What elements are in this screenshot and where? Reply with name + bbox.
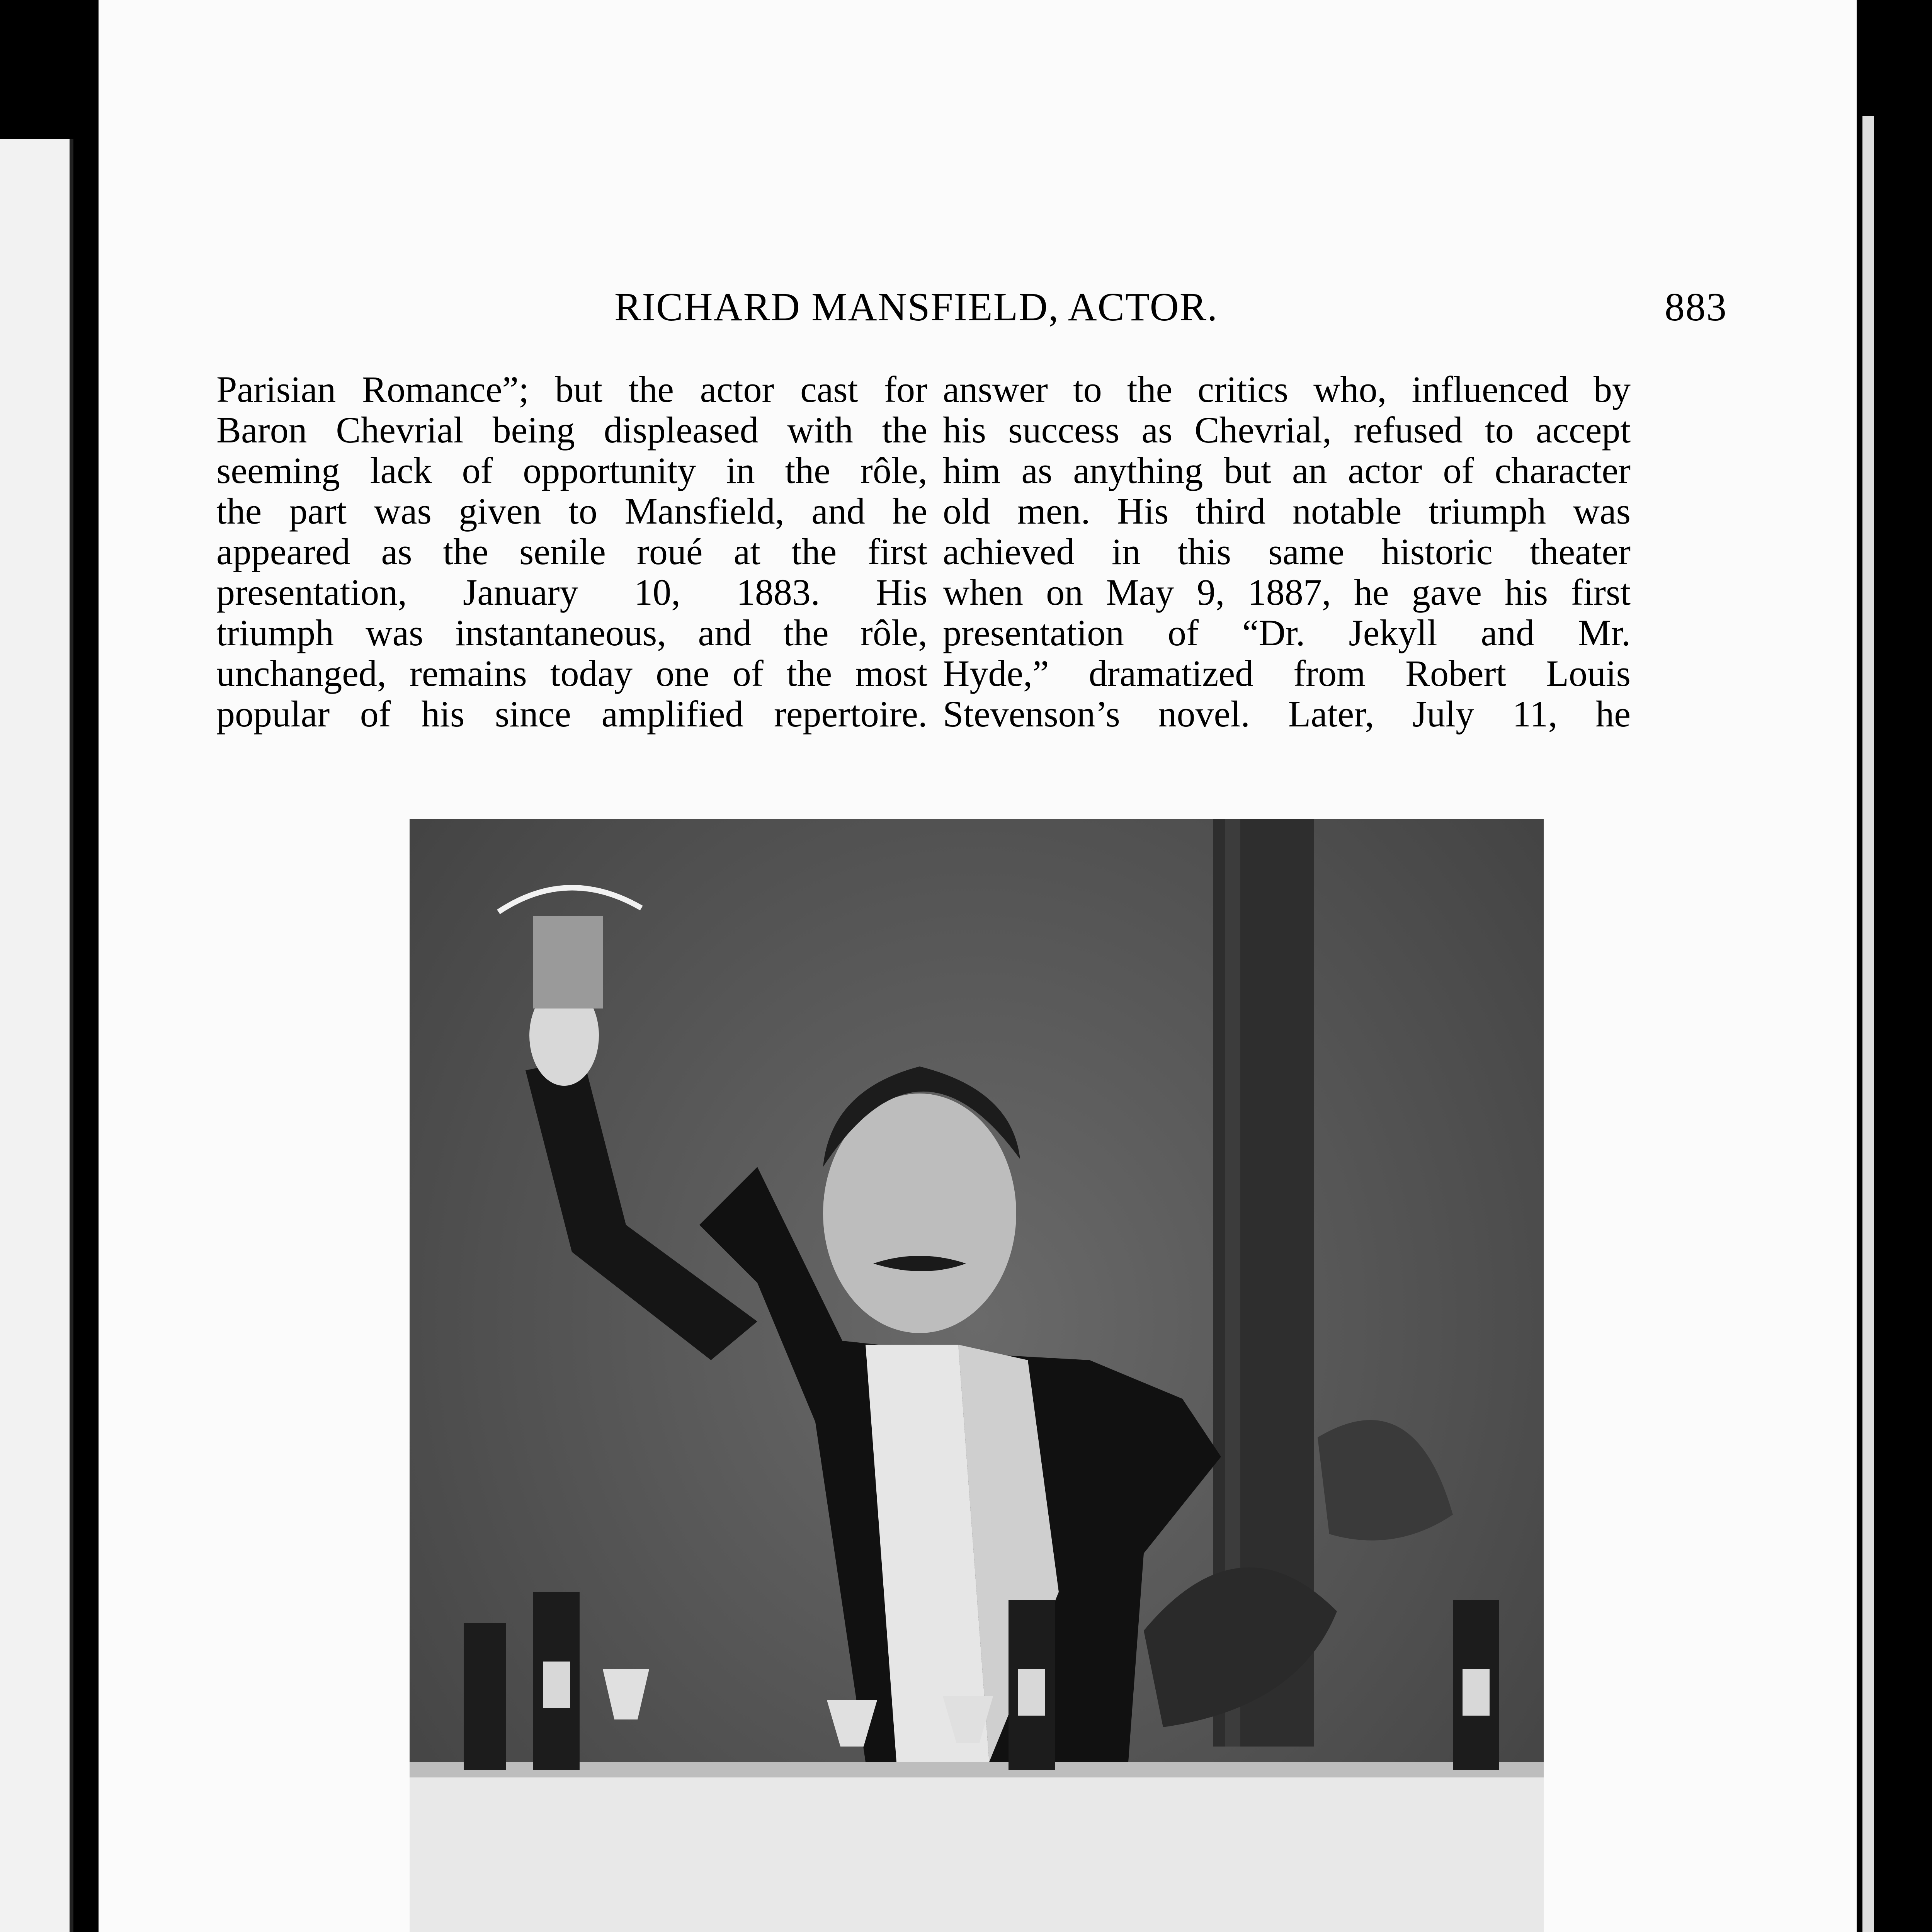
text-line: answer to the critics who, influenced by <box>943 369 1631 410</box>
text-line: popular of his since amplified repertoire. <box>216 693 927 735</box>
text-line: seeming lack of opportunity in the rôle, <box>216 450 927 491</box>
text-line: Stevenson’s novel. Later, July 11, he <box>943 693 1631 735</box>
text-line: Parisian Romance”; but the actor cast for <box>216 369 927 410</box>
adjacent-page-edge <box>0 139 73 1932</box>
text-line: achieved in this same historic theater <box>943 531 1631 572</box>
text-line: Hyde,” dramatized from Robert Louis <box>943 653 1631 694</box>
text-line: unchanged, remains today one of the most <box>216 653 927 694</box>
text-line: the part was given to Mansfield, and he <box>216 490 927 532</box>
text-line: triumph was instantaneous, and the rôle, <box>216 612 927 653</box>
text-line: presentation of “Dr. Jekyll and Mr. <box>943 612 1631 653</box>
page-edge-shadow <box>1862 116 1874 1932</box>
text-line: appeared as the senile roué at the first <box>216 531 927 572</box>
text-line: him as anything but an actor of character <box>943 450 1631 491</box>
running-title: RICHARD MANSFIELD, ACTOR. <box>614 285 1218 329</box>
page-number: 883 <box>1665 285 1727 329</box>
text-column-top-left <box>216 369 927 734</box>
text-column-top-right <box>943 369 1631 734</box>
photograph-mansfield-as-baron-chevrial <box>410 819 1544 1932</box>
text-line: Baron Chevrial being displeased with the <box>216 409 927 451</box>
text-line: old men. His third notable triumph was <box>943 490 1631 532</box>
text-line: when on May 9, 1887, he gave his first <box>943 571 1631 613</box>
running-header <box>614 284 1727 334</box>
text-line: presentation, January 10, 1883. His <box>216 571 927 613</box>
photo-illustration <box>410 819 1544 1932</box>
text-line: his success as Chevrial, refused to accept <box>943 409 1631 451</box>
